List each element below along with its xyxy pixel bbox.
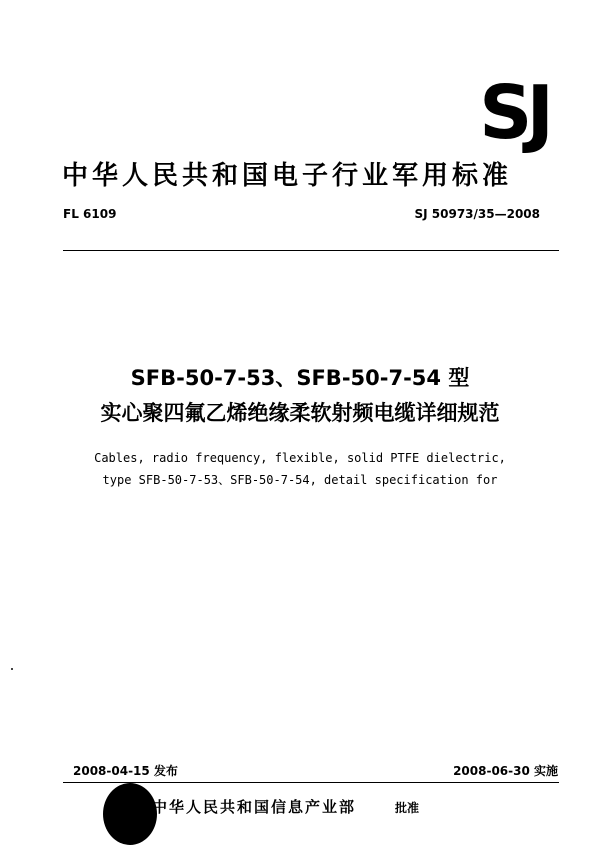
scan-speck [11,668,13,670]
header-divider [63,250,559,251]
seal-emblem [103,783,157,845]
document-title-cn-line2: 实心聚四氟乙烯绝缘柔软射频电缆详细规范 [100,401,500,425]
document-title-en-line2: type SFB-50-7-53、SFB-50-7-54, detail specification for [102,473,498,487]
issuing-department: 中华人民共和国信息产业部 [152,798,357,816]
standard-category-title: 中华人民共和国电子行业军用标准 [62,161,513,191]
document-title-en-line1: Cables, radio frequency, flexible, solid PTFE dielectric, [94,451,506,465]
approval-label: 批准 [395,801,420,815]
implementation-date: 2008-06-30 实施 [453,764,558,778]
document-title-cn-line1: SFB-50-7-53、SFB-50-7-54 型 [130,366,470,390]
footer-divider [63,782,559,783]
sj-logo: SJ [479,70,548,156]
classification-code: FL 6109 [63,207,117,221]
issue-date: 2008-04-15 发布 [73,764,178,778]
standard-number: SJ 50973/35—2008 [414,207,540,221]
